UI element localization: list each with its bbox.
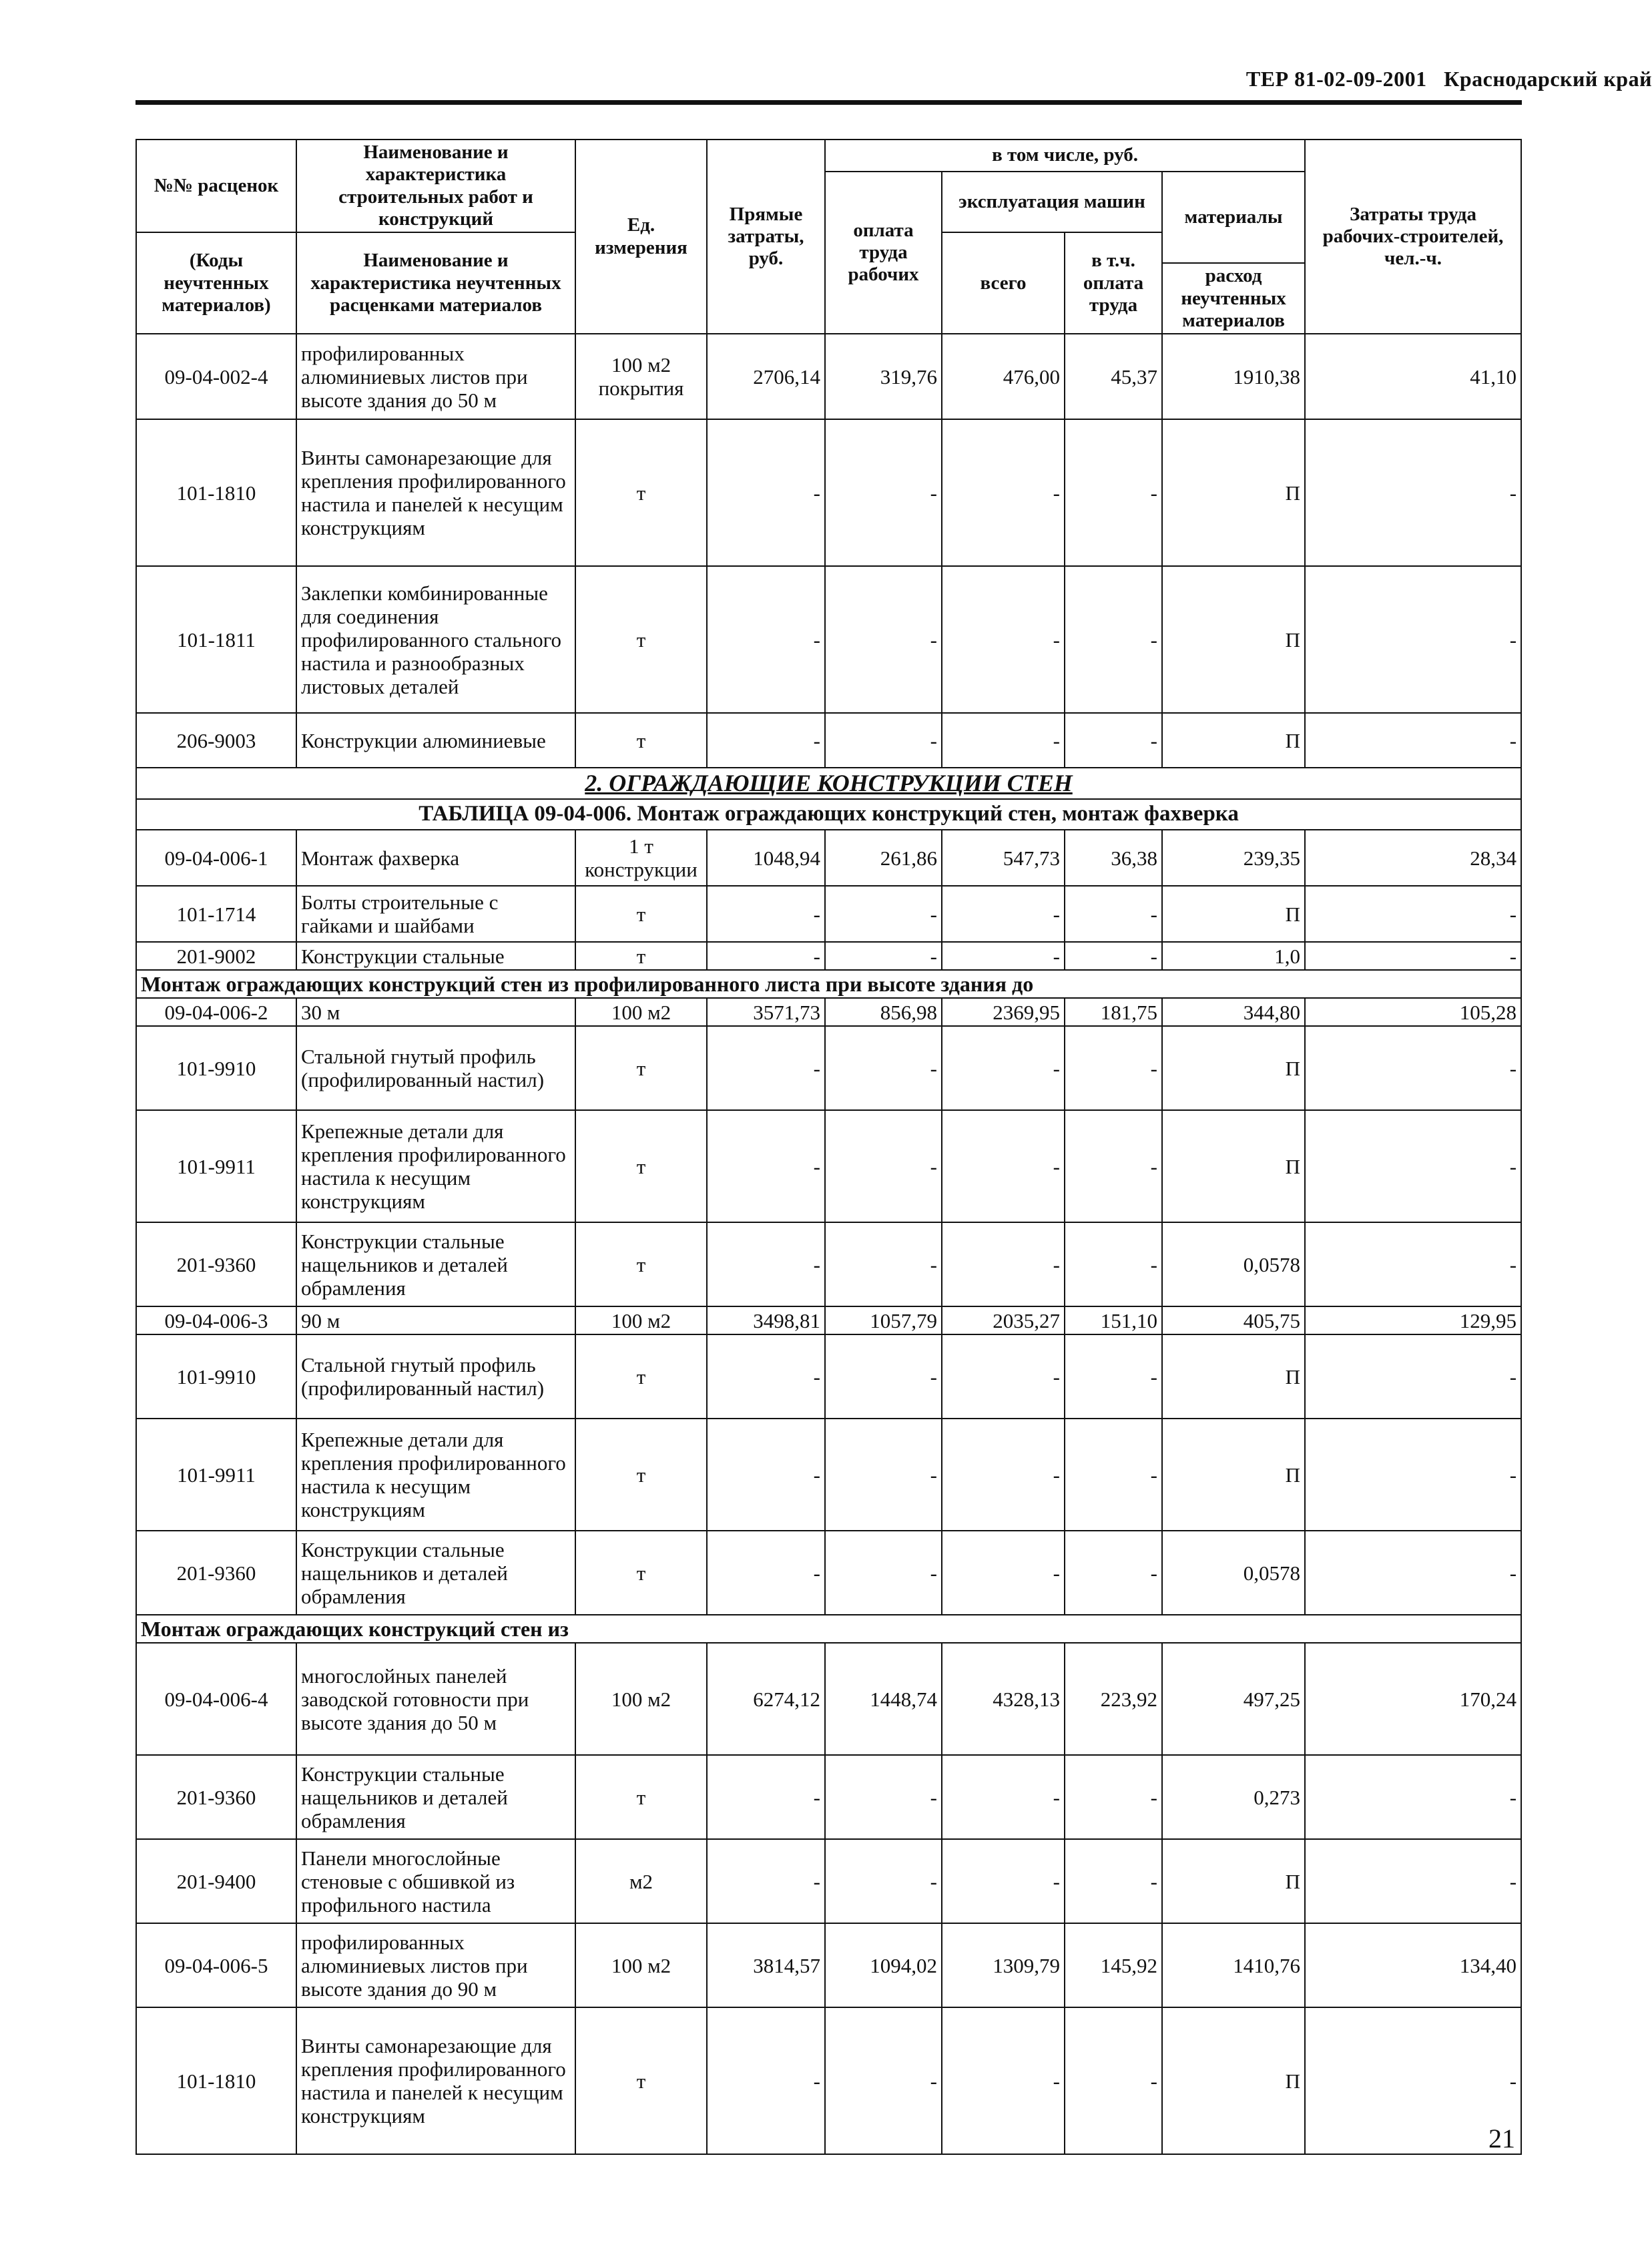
row-unit: т [575,1419,707,1531]
row-machines-total: - [942,1222,1065,1306]
row-machines-wages: - [1065,566,1162,713]
row-code: 201-9360 [136,1222,296,1306]
row-machines-wages: - [1065,1110,1162,1222]
head-name: Наименование и характеристика строительных работ и конструкций [296,140,575,232]
row-labor: - [1305,942,1521,970]
row-wages: - [825,1531,942,1615]
row-name: Конструкции алюминиевые [296,713,575,768]
row-machines-wages: - [1065,1026,1162,1110]
row-name: Крепежные детали для крепления профилированного настила к несущим конструкциям [296,1419,575,1531]
row-machines-wages: 45,37 [1065,334,1162,419]
row-unit: 100 м2 [575,1643,707,1755]
row-name: Конструкции стальные [296,942,575,970]
table-row [136,2007,1521,2154]
row-code: 201-9400 [136,1839,296,1923]
row-direct: - [707,566,825,713]
row-materials: 405,75 [1162,1306,1305,1334]
head-direct: Прямые затраты, руб. [707,140,825,334]
head-wages: оплата труда рабочих [825,172,942,334]
row-code: 101-1811 [136,566,296,713]
row-name: многослойных панелей заводской готовности при высоте здания до 50 м [296,1643,575,1755]
row-code: 206-9003 [136,713,296,768]
row-labor: 105,28 [1305,998,1521,1026]
row-labor: - [1305,1755,1521,1839]
row-name: Стальной гнутый профиль (профилированный настил) [296,1334,575,1419]
row-machines-total: 476,00 [942,334,1065,419]
row-machines-wages: 223,92 [1065,1643,1162,1755]
row-direct: 3571,73 [707,998,825,1026]
row-materials: П [1162,566,1305,713]
row-name: Винты самонарезающие для крепления профилированного настила и панелей к несущим конструкциям [296,419,575,566]
table-row [136,1110,1521,1222]
row-machines-total: - [942,2007,1065,2154]
row-machines-total: - [942,1334,1065,1419]
table-head [136,140,1521,334]
row-code: 101-1810 [136,419,296,566]
row-direct: - [707,419,825,566]
table-row [136,1839,1521,1923]
table-row [136,1531,1521,1615]
row-labor: - [1305,886,1521,942]
row-machines-total: 2035,27 [942,1306,1065,1334]
row-wages: - [825,1334,942,1419]
row-name: Панели многослойные стеновые с обшивкой из профильного настила [296,1839,575,1923]
running-header [934,67,1652,91]
row-code: 09-04-006-4 [136,1643,296,1755]
row-unit: т [575,2007,707,2154]
row-unit: т [575,1531,707,1615]
row-name: Заклепки комбинированные для соединения профилированного стального настила и разнообразных листовых деталей [296,566,575,713]
row-machines-wages: 151,10 [1065,1306,1162,1334]
row-name: профилированных алюминиевых листов при высоте здания до 50 м [296,334,575,419]
row-materials: 1410,76 [1162,1923,1305,2007]
row-materials: П [1162,1026,1305,1110]
table-row [136,998,1521,1026]
row-wages: - [825,1419,942,1531]
row-labor: 41,10 [1305,334,1521,419]
table-body-top [136,334,1521,768]
subhead-block-2 [136,1615,1521,1643]
row-machines-wages: 145,92 [1065,1923,1162,2007]
head-machines: эксплуатация машин [942,172,1162,232]
row-materials: П [1162,1839,1305,1923]
row-direct: - [707,713,825,768]
table-row [136,1419,1521,1531]
row-machines-wages: - [1065,1839,1162,1923]
table-title: ТАБЛИЦА 09-04-006. Монтаж ограждающих конструкций стен, монтаж фахверка [136,799,1521,830]
row-code: 09-04-002-4 [136,334,296,419]
section-block [136,768,1521,830]
head-incl: в том числе, руб. [825,140,1305,172]
row-labor: - [1305,1334,1521,1419]
table-row [136,1334,1521,1419]
row-labor: - [1305,1026,1521,1110]
row-materials: 1,0 [1162,942,1305,970]
row-wages: 1094,02 [825,1923,942,2007]
rates-table [135,139,1522,2155]
row-wages: - [825,1755,942,1839]
row-direct: - [707,1110,825,1222]
row-wages: 261,86 [825,830,942,886]
row-labor: - [1305,1222,1521,1306]
row-machines-wages: - [1065,1531,1162,1615]
row-code: 101-9911 [136,1110,296,1222]
row-machines-wages: - [1065,1755,1162,1839]
table-row [136,942,1521,970]
row-direct: - [707,886,825,942]
table-body-fachwerk [136,830,1521,970]
head-unit: Ед. измерения [575,140,707,334]
row-labor: - [1305,1110,1521,1222]
row-name: профилированных алюминиевых листов при высоте здания до 90 м [296,1923,575,2007]
table-row [136,334,1521,419]
row-direct: - [707,1755,825,1839]
row-wages: - [825,1222,942,1306]
row-machines-wages: - [1065,2007,1162,2154]
row-materials: П [1162,1334,1305,1419]
header-rule [135,100,1522,105]
row-materials: 497,25 [1162,1643,1305,1755]
row-code: 201-9360 [136,1531,296,1615]
head-materials: материалы [1162,172,1305,263]
row-machines-total: - [942,1839,1065,1923]
row-machines-total: - [942,713,1065,768]
row-labor: 134,40 [1305,1923,1521,2007]
head-code-sub: (Коды неучтенных материалов) [136,232,296,334]
row-wages: - [825,1839,942,1923]
row-materials: П [1162,2007,1305,2154]
row-machines-total: - [942,1110,1065,1222]
row-wages: - [825,419,942,566]
row-machines-total: - [942,942,1065,970]
row-name: Конструкции стальные нащельников и деталей обрамления [296,1222,575,1306]
row-name: Стальной гнутый профиль (профилированный настил) [296,1026,575,1110]
row-materials: П [1162,713,1305,768]
row-wages: 1057,79 [825,1306,942,1334]
row-code: 101-9911 [136,1419,296,1531]
table-row [136,1923,1521,2007]
row-wages: - [825,886,942,942]
row-direct: 1048,94 [707,830,825,886]
row-wages: - [825,1026,942,1110]
row-machines-total: - [942,1419,1065,1531]
row-code: 101-9910 [136,1334,296,1419]
table-row [136,1643,1521,1755]
row-code: 101-1810 [136,2007,296,2154]
row-unit: м2 [575,1839,707,1923]
row-unit: 100 м2 покрытия [575,334,707,419]
row-unit: 1 т конструкции [575,830,707,886]
row-labor: - [1305,713,1521,768]
row-machines-wages: 36,38 [1065,830,1162,886]
row-unit: т [575,419,707,566]
row-name: 90 м [296,1306,575,1334]
row-direct: - [707,942,825,970]
row-machines-wages: - [1065,1334,1162,1419]
row-materials: П [1162,1419,1305,1531]
row-machines-total: 2369,95 [942,998,1065,1026]
row-machines-wages: - [1065,942,1162,970]
row-materials: 0,0578 [1162,1222,1305,1306]
row-name: Крепежные детали для крепления профилированного настила к несущим конструкциям [296,1110,575,1222]
row-labor: - [1305,419,1521,566]
table-row [136,1755,1521,1839]
row-labor: 170,24 [1305,1643,1521,1755]
row-unit: т [575,1755,707,1839]
row-code: 09-04-006-5 [136,1923,296,2007]
row-labor: - [1305,566,1521,713]
row-materials: 344,80 [1162,998,1305,1026]
row-code: 09-04-006-3 [136,1306,296,1334]
row-name: Болты строительные с гайками и шайбами [296,886,575,942]
row-machines-total: - [942,886,1065,942]
row-machines-wages: - [1065,886,1162,942]
row-direct: - [707,1419,825,1531]
table-row [136,713,1521,768]
row-code: 09-04-006-2 [136,998,296,1026]
row-materials: П [1162,1110,1305,1222]
row-unit: т [575,566,707,713]
row-wages: - [825,713,942,768]
row-direct: 3814,57 [707,1923,825,2007]
row-machines-total: - [942,419,1065,566]
subheading-multilayer: Монтаж ограждающих конструкций стен из [136,1615,1521,1643]
row-direct: - [707,1531,825,1615]
row-wages: - [825,1110,942,1222]
row-wages: - [825,566,942,713]
row-unit: 100 м2 [575,1306,707,1334]
row-wages: - [825,942,942,970]
table-row [136,1306,1521,1334]
head-mach-wages: в т.ч. оплата труда [1065,232,1162,334]
row-direct: 6274,12 [707,1643,825,1755]
subhead-block-1 [136,970,1521,998]
row-unit: 100 м2 [575,1923,707,2007]
table-body-profiled [136,998,1521,1615]
doc-code: ТЕР 81-02-09-2001 [1246,67,1427,91]
row-machines-total: 547,73 [942,830,1065,886]
row-name: Конструкции стальные нащельников и деталей обрамления [296,1755,575,1839]
row-machines-total: - [942,1755,1065,1839]
row-unit: т [575,942,707,970]
row-code: 101-9910 [136,1026,296,1110]
row-direct: 2706,14 [707,334,825,419]
table-row [136,1222,1521,1306]
table-row [136,886,1521,942]
row-machines-wages: - [1065,1419,1162,1531]
row-labor: 129,95 [1305,1306,1521,1334]
row-unit: 100 м2 [575,998,707,1026]
row-machines-total: - [942,1026,1065,1110]
row-code: 201-9360 [136,1755,296,1839]
section-title: 2. ОГРАЖДАЮЩИЕ КОНСТРУКЦИИ СТЕН [136,768,1521,799]
row-unit: т [575,1026,707,1110]
row-direct: - [707,2007,825,2154]
row-unit: т [575,1334,707,1419]
row-code: 09-04-006-1 [136,830,296,886]
row-wages: 856,98 [825,998,942,1026]
row-labor: 28,34 [1305,830,1521,886]
row-labor: - [1305,1531,1521,1615]
row-unit: т [575,886,707,942]
row-direct: - [707,1222,825,1306]
head-code: №№ расценок [136,140,296,232]
head-name-sub: Наименование и характеристика неучтенных расценками материалов [296,232,575,334]
row-name: Монтаж фахверка [296,830,575,886]
row-direct: - [707,1334,825,1419]
head-mat-sub: расход неучтенных материалов [1162,263,1305,334]
head-labor: Затраты труда рабочих-строителей, чел.-ч. [1305,140,1521,334]
row-wages: 1448,74 [825,1643,942,1755]
row-name: Винты самонарезающие для крепления профилированного настила и панелей к несущим конструкциям [296,2007,575,2154]
row-machines-wages: - [1065,713,1162,768]
row-wages: 319,76 [825,334,942,419]
row-materials: 0,273 [1162,1755,1305,1839]
row-name: Конструкции стальные нащельников и деталей обрамления [296,1531,575,1615]
row-machines-wages: - [1065,1222,1162,1306]
row-direct: - [707,1026,825,1110]
page-number: 21 [1488,2123,1515,2154]
row-name: 30 м [296,998,575,1026]
table-row [136,1026,1521,1110]
row-materials: П [1162,886,1305,942]
row-wages: - [825,2007,942,2154]
row-materials: П [1162,419,1305,566]
row-unit: т [575,1110,707,1222]
row-labor: - [1305,2007,1521,2154]
row-machines-total: 1309,79 [942,1923,1065,2007]
row-machines-total: 4328,13 [942,1643,1065,1755]
table-row [136,830,1521,886]
subheading-profiled: Монтаж ограждающих конструкций стен из профилированного листа при высоте здания до [136,970,1521,998]
row-code: 201-9002 [136,942,296,970]
row-machines-wages: - [1065,419,1162,566]
row-materials: 1910,38 [1162,334,1305,419]
table-body-multilayer [136,1643,1521,2154]
row-machines-wages: 181,75 [1065,998,1162,1026]
region: Краснодарский край [1444,67,1652,91]
row-labor: - [1305,1839,1521,1923]
row-direct: 3498,81 [707,1306,825,1334]
row-code: 101-1714 [136,886,296,942]
row-unit: т [575,1222,707,1306]
row-materials: 0,0578 [1162,1531,1305,1615]
table-row [136,419,1521,566]
row-labor: - [1305,1419,1521,1531]
row-materials: 239,35 [1162,830,1305,886]
table-row [136,566,1521,713]
row-direct: - [707,1839,825,1923]
head-mach-total: всего [942,232,1065,334]
row-unit: т [575,713,707,768]
row-machines-total: - [942,1531,1065,1615]
row-machines-total: - [942,566,1065,713]
